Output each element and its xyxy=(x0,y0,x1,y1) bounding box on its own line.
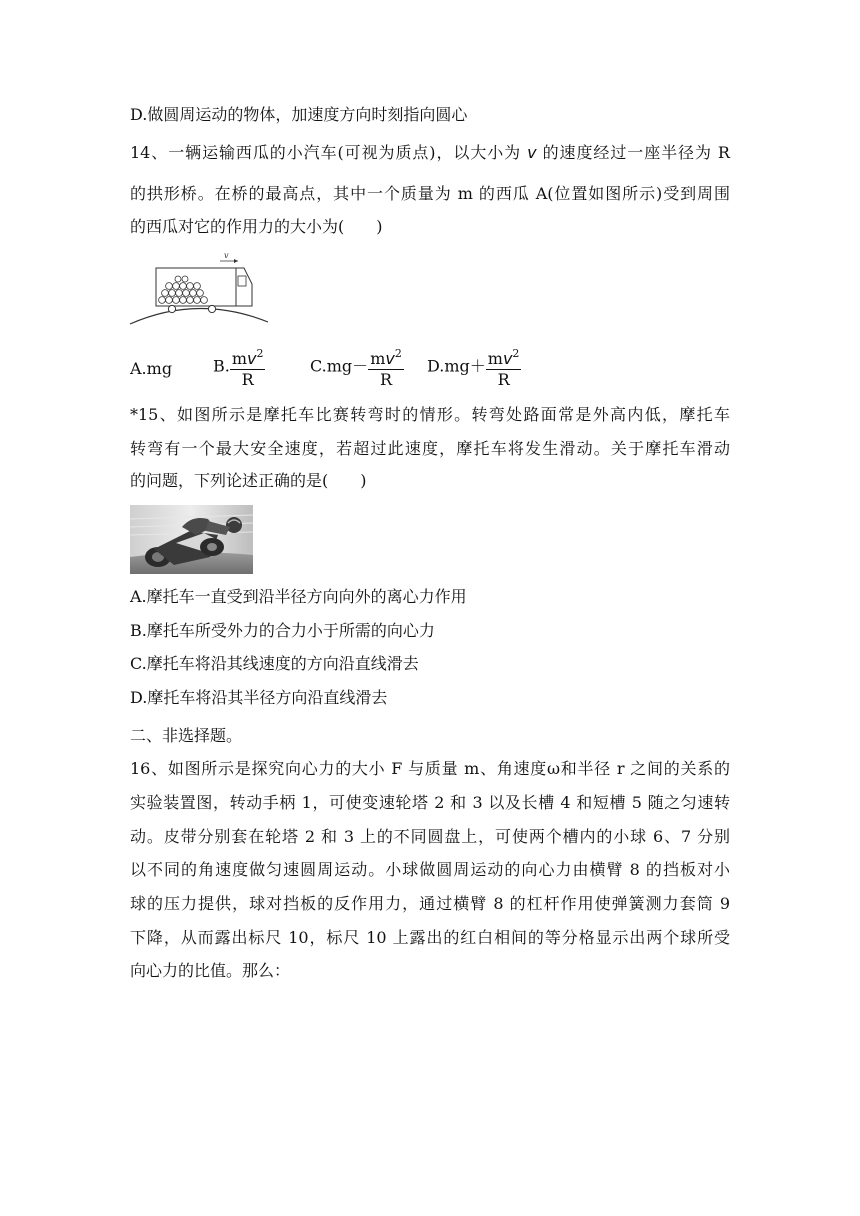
q16-line-4: 以不同的角速度做匀速圆周运动。小球做圆周运动的向心力由横臂 8 的挡板对小 xyxy=(130,860,730,879)
q15-stem-line3: 的问题，下列论述正确的是( ) xyxy=(130,471,367,490)
q14-option-c-num-exp: 2 xyxy=(394,347,402,360)
q14-option-c-prefix: C.mg－ xyxy=(310,356,369,376)
q16-line-7: 向心力的比值。那么： xyxy=(130,961,291,980)
q14-option-d-den: R xyxy=(497,370,510,389)
q14-option-b-fraction xyxy=(230,344,266,390)
q14-option-c xyxy=(310,344,404,390)
q13-option-d: D.做圆周运动的物体，加速度方向时刻指向圆心 xyxy=(130,105,468,124)
figure-velocity-label: v xyxy=(224,251,229,260)
q15-option-c: C.摩托车将沿其线速度的方向沿直线滑去 xyxy=(130,654,419,673)
q14-radius-symbol: R xyxy=(717,143,730,162)
q14-stem-line1 xyxy=(130,142,730,164)
q14-option-b-den: R xyxy=(241,370,254,389)
q14-option-d-fraction xyxy=(486,344,522,390)
q15-stem-line2: 转弯有一个最大安全速度，若超过此速度，摩托车将发生滑动。关于摩托车滑动 xyxy=(130,439,730,458)
q14-option-b-num-m: m xyxy=(231,349,248,368)
q15-option-a: A.摩托车一直受到沿半径方向向外的离心力作用 xyxy=(130,587,467,606)
q14-option-c-fraction xyxy=(368,344,404,390)
q14-option-b-num-exp: 2 xyxy=(256,347,264,360)
q15-stem-line1: *15、如图所示是摩托车比赛转弯时的情形。转弯处路面常是外高内低，摩托车 xyxy=(130,405,730,424)
q16-line-5: 球的压力提供，球对挡板的反作用力，通过横臂 8 的杠杆作用使弹簧测力套筒 9 xyxy=(130,894,730,913)
q16-line-2: 实验装置图，转动手柄 1，可使变速轮塔 2 和 3 以及长槽 4 和短槽 5 随之匀速转 xyxy=(130,793,730,812)
q14-stem-line2: 的拱形桥。在桥的最高点，其中一个质量为 m 的西瓜 A(位置如图所示)受到周围 xyxy=(130,184,730,203)
q14-option-d-prefix: D.mg＋ xyxy=(427,356,486,376)
q14-option-b-num-v: v xyxy=(247,349,257,368)
q16-line-6: 下降，从而露出标尺 10，标尺 10 上露出的红白相间的等分格显示出两个球所受 xyxy=(130,928,730,947)
q14-stem-line3: 的西瓜对它的作用力的大小为( ) xyxy=(130,217,383,236)
q14-option-a: A.mg xyxy=(130,359,173,378)
q14-option-c-num-v: v xyxy=(385,349,395,368)
q14-options xyxy=(130,344,730,394)
q14-velocity-symbol: v xyxy=(527,143,537,162)
q14-option-b xyxy=(213,344,265,390)
motorcycle-photo xyxy=(130,505,253,574)
q14-option-c-den: R xyxy=(379,370,393,389)
truck-on-bridge-figure xyxy=(128,248,270,328)
q16-line-1: 16、如图所示是探究向心力的大小 F 与质量 m、角速度ω和半径 r 之间的关系的 xyxy=(130,759,730,778)
q14-option-b-prefix: B. xyxy=(213,356,230,376)
q14-option-d-num-m: m xyxy=(487,349,503,368)
q14-option-d xyxy=(427,344,521,390)
q15-option-d: D.摩托车将沿其半径方向沿直线滑去 xyxy=(130,688,388,707)
q14-stem-line1-a: 14、一辆运输西瓜的小汽车(可视为质点)，以大小为 xyxy=(130,143,522,162)
q14-option-d-num-v: v xyxy=(502,349,513,368)
q14-stem-line1-b: 的速度经过一座半径为 xyxy=(542,143,712,162)
q16-line-3: 动。皮带分别套在轮塔 2 和 3 上的不同圆盘上，可使两个槽内的小球 6、7 分别 xyxy=(130,827,730,846)
section-heading: 二、非选择题。 xyxy=(130,726,243,745)
q15-option-b: B.摩托车所受外力的合力小于所需的向心力 xyxy=(130,621,435,640)
q14-option-d-num-exp: 2 xyxy=(512,347,520,360)
q14-option-c-num-m: m xyxy=(370,349,386,368)
